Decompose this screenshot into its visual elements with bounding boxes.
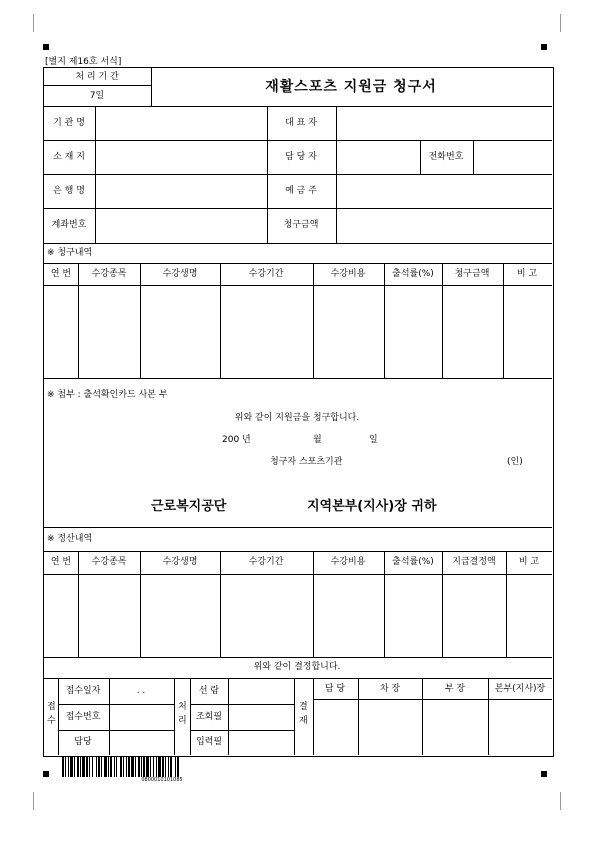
crop-mark [560,792,561,810]
approval-role-deputy: 차 장 [379,684,401,694]
institution-name-label: 기 관 명 [53,118,85,128]
registration-mark-top-left [43,44,49,50]
settlement-col-course: 수강종목 [91,557,127,567]
claimant-seal: (인) [507,457,523,467]
location-label: 소 재 지 [53,152,85,162]
process-side-label: 처 리 [178,702,187,726]
date-year: 200 년 [222,435,251,445]
bank-name-field[interactable] [96,175,266,207]
phone-field[interactable] [474,141,551,173]
approval-side-label: 결 재 [299,702,308,726]
settlement-col-amount: 지급결정액 [452,557,496,567]
crop-mark [33,792,34,810]
process-entry-label: 입력필 [195,737,223,747]
settlement-col-remarks: 비 고 [518,557,540,567]
claim-table-body[interactable] [44,286,552,378]
receipt-number-label: 접수번호 [65,712,101,722]
process-inquiry-label: 조회필 [195,712,223,722]
settlement-col-period: 수강기간 [248,557,284,567]
registration-mark-top-right [541,44,547,50]
phone-label: 전화번호 [428,152,464,162]
representative-label: 대 표 자 [285,118,317,128]
registration-mark-bottom-left [43,771,49,777]
representative-field[interactable] [337,107,551,139]
approval-role-staff: 담 당 [324,684,346,694]
approval-sign-director[interactable] [423,700,487,754]
approval-sign-head[interactable] [489,700,551,754]
receipt-date-value[interactable]: . . [136,686,146,696]
attachment-note: ※ 첨부 : 출석확인카드 사본 부 [47,390,168,400]
settlement-col-number: 연 번 [50,557,72,567]
depositor-field[interactable] [337,175,551,207]
form-title: 재활스포츠 지원금 청구서 [265,79,437,95]
settlement-col-attendance: 출석률(%) [392,557,434,567]
approval-role-director: 부 장 [444,684,466,694]
registration-mark-bottom-right [541,771,547,777]
claim-col-number: 연 번 [50,269,72,279]
claim-col-course: 수강종목 [91,269,127,279]
barcode-number: 0800010101085 [141,777,183,783]
account-number-field[interactable] [96,209,266,242]
claim-col-remarks: 비 고 [516,269,538,279]
claim-col-attendance: 출석률(%) [392,269,434,279]
account-number-label: 계좌번호 [51,220,87,230]
claim-amount-label: 청구금액 [283,220,319,230]
crop-mark [560,14,561,32]
date-day: 일 [369,435,378,445]
declaration-text: 위와 같이 지원금을 청구합니다. [234,413,360,423]
claim-col-cost: 수강비용 [330,269,366,279]
approval-sign-staff[interactable] [314,700,357,754]
institution-name-field[interactable] [96,107,266,139]
form-label: [별지 제16호 서식] [45,57,122,67]
approval-sign-deputy[interactable] [359,700,421,754]
claim-col-amount: 청구금액 [454,269,490,279]
claimant-label: 청구자 스포츠기관 [270,457,343,467]
manager-label: 담 당 자 [285,152,317,162]
approval-role-head: 본부(지사)장 [494,684,546,694]
decision-text: 위와 같이 결정합니다. [253,662,341,672]
processing-period-label: 처 리 기 간 [75,72,119,82]
claim-col-student: 수강생명 [162,269,198,279]
addressee-office: 지역본부(지사)장 귀하 [307,499,437,514]
manager-field[interactable] [337,141,419,173]
claim-col-period: 수강기간 [248,269,284,279]
settlement-col-student: 수강생명 [162,557,198,567]
location-field[interactable] [96,141,266,173]
date-month: 월 [313,435,322,445]
claim-section-heading: ※ 청구내역 [47,248,93,258]
addressee-org: 근로복지공단 [151,499,227,514]
processing-period-value: 7일 [89,91,105,101]
receipt-date-label: 접수일자 [65,686,101,696]
receipt-side-label: 접 수 [47,702,56,726]
settlement-col-cost: 수강비용 [330,557,366,567]
claim-amount-field[interactable] [337,209,551,242]
receipt-staff-label: 담당 [74,737,92,747]
bank-name-label: 은 행 명 [53,186,85,196]
settlement-table-body[interactable] [44,575,552,657]
barcode [62,757,262,779]
crop-mark [33,14,34,32]
settlement-section-heading: ※ 정산내역 [47,534,93,544]
process-review-label: 선 람 [198,686,220,696]
depositor-label: 예 금 주 [285,186,317,196]
